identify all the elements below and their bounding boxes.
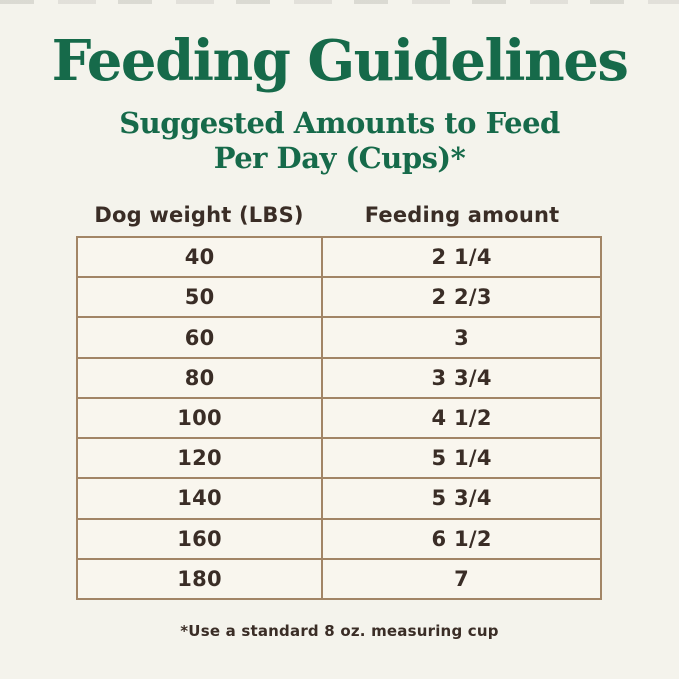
feeding-amount-cell: 3 3/4 (322, 358, 601, 398)
dog-weight-cell: 160 (77, 519, 322, 559)
feeding-amount-cell: 7 (322, 559, 601, 599)
table-column-headers (76, 203, 602, 227)
footnote: *Use a standard 8 oz. measuring cup (180, 622, 499, 640)
table-row (77, 478, 601, 518)
feeding-amount-cell: 3 (322, 317, 601, 357)
dog-weight-cell: 40 (77, 237, 322, 277)
dog-weight-cell: 80 (77, 358, 322, 398)
feeding-amount-cell: 6 1/2 (322, 519, 601, 559)
feeding-amount-cell: 4 1/2 (322, 398, 601, 438)
column-header-feeding-amount: Feeding amount (364, 203, 560, 227)
subtitle-line-1: Suggested Amounts to Feed (119, 106, 560, 140)
subtitle-line-2: Per Day (Cups)* (213, 141, 466, 175)
dog-weight-cell: 120 (77, 438, 322, 478)
table-row (77, 317, 601, 357)
table-row (77, 398, 601, 438)
cropped-print-remnant (0, 0, 679, 4)
page-title: Feeding Guidelines (51, 28, 628, 94)
column-header-dog-weight: Dog weight (LBS) (94, 203, 304, 227)
table-row (77, 237, 601, 277)
feeding-table (76, 236, 602, 600)
table-row (77, 438, 601, 478)
feeding-amount-cell: 2 2/3 (322, 277, 601, 317)
dog-weight-cell: 140 (77, 478, 322, 518)
feeding-amount-cell: 2 1/4 (322, 237, 601, 277)
dog-weight-cell: 50 (77, 277, 322, 317)
feeding-amount-cell: 5 1/4 (322, 438, 601, 478)
dog-weight-cell: 180 (77, 559, 322, 599)
table-row (77, 358, 601, 398)
dog-weight-cell: 100 (77, 398, 322, 438)
table-row (77, 277, 601, 317)
dog-weight-cell: 60 (77, 317, 322, 357)
feeding-amount-cell: 5 3/4 (322, 478, 601, 518)
table-row (77, 559, 601, 599)
page-subtitle (0, 106, 679, 176)
table-row (77, 519, 601, 559)
